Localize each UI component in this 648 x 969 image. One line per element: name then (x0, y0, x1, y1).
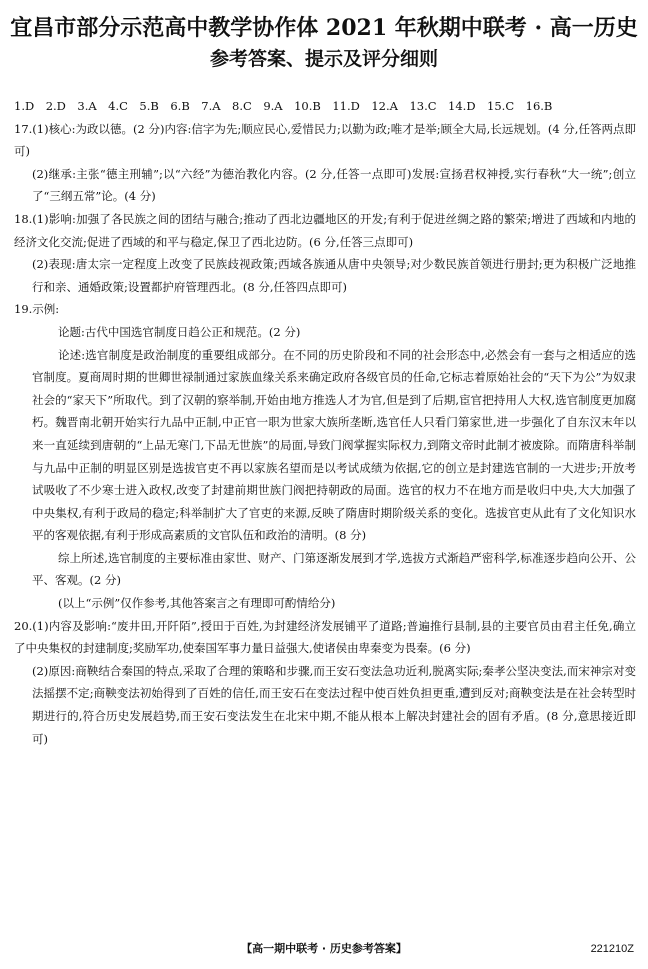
q18-part1: 18.(1)影响:加强了各民族之间的团结与融合;推动了西北边疆地区的开发;有利于促进丝绸之路的繁荣;增进了西域和内地的经济文化交流;促进了西域的和平与稳定,保卫了西北边防。(6 分,任答三点即可) (14, 211, 636, 249)
q19-argument: 论述:选官制度是政治制度的重要组成部分。在不同的历史阶段和不同的社会形态中,必然会有一套与之相适应的选官制度。夏商周时期的世卿世禄制通过家族血缘关系来确定政府各级官员的任命,它标志着原始社会的“天下为公”为奴隶社会的“家天下”所取代。到了汉朝的察举制,开始由地方推选人才为官,但是到了后期,宦官把持用人大权,选官制度更加腐朽。魏晋南北朝开始实行九品中正制,中正官一职为世家大族所垄断,选官任人只看门第家世,进一步强化了自东汉末年以来一直延续到唐朝的“上品无寒门,下品无世族”的局面,导致门阀掌握实际权力,到隋文帝时此制才被废除。而隋唐科举制与九品中正制的明显区别是选拔官吏不再以家族名望而是以考试成绩为依据,它的创立是封建选官制的一大进步;开放考试吸收了不少寒士进入政权,改变了封建前期世族门阀把持朝政的局面。选官的权力不在地方而是收归中央,大大加强了中央集权,有利于政局的稳定;科举制扩大了官吏的来源,反映了隋唐时期阶级关系的变化。选拔官吏从此有了文化知识水平的客观依据,有利于形成高素质的文官队伍和政治的清明。(8 分) (32, 347, 636, 543)
page-title: 宜昌市部分示范高中教学协作体 2021 年秋期中联考 · 高一历史 (10, 15, 638, 41)
footer-label: 【高一期中联考 · 历史参考答案】 (241, 942, 407, 955)
page-subtitle: 参考答案、提示及评分细则 (209, 48, 438, 70)
page-footer (0, 939, 648, 959)
answer-content (14, 95, 636, 750)
q19-conclusion: 综上所述,选官制度的主要标准由家世、财产、门第逐渐发展到才学,选拔方式渐趋严密科学,标准逐步趋向公开、公平、客观。(2 分) (32, 550, 636, 588)
q20-part1: 20.(1)内容及影响:“废井田,开阡陌”,授田于百姓,为封建经济发展铺平了道路;普遍推行县制,县的主要官员由君主任免,确立了中央集权的封建制度;奖励军功,使秦国军事力量日益强大,使诸侯由卑秦变为畏秦。(6 分) (14, 618, 636, 656)
q17-part2: (2)继承:主张“德主刑辅”;以“六经”为德治教化内容。(2 分,任答一点即可)发展:宣扬君权神授,实行春秋“大一统”;创立了“三纲五常”论。(4 分) (32, 166, 636, 204)
q19-label: 19.示例: (14, 302, 60, 317)
choice-answers: 1.D 2.D 3.A 4.C 5.B 6.B 7.A 8.C 9.A 10.B 11.D 12.A 13.C 14.D 15.C 16.B (14, 99, 553, 113)
footer-code: 221210Z (590, 943, 634, 955)
q19-thesis: 论题:古代中国选官制度日趋公正和规范。(2 分) (58, 324, 301, 339)
q18-part2: (2)表现:唐太宗一定程度上改变了民族歧视政策;西域各族通从唐中央领导;对少数民族首领进行册封;更为积极广泛地推行和亲、通婚政策;设置都护府管理西北。(8 分,任答四点即可) (32, 257, 636, 294)
q17-part1: 17.(1)核心:为政以德。(2 分)内容:信字为先;顺应民心,爱惜民力;以勤为政;唯才是举;顾全大局,长远规划。(4 分,任答两点即可) (14, 121, 636, 159)
q19-note: (以上“示例”仅作参考,其他答案言之有理即可酌情给分) (58, 596, 336, 611)
q20-part2: (2)原因:商鞅结合秦国的特点,采取了合理的策略和步骤,而王安石变法急功近利,脱离实际;秦孝公坚决变法,而宋神宗对变法摇摆不定;商鞅变法初始得到了百姓的信任,而王安石在变法过程中使百姓负担更重,遭到反对;商鞅变法是在社会转型时期进行的,符合历史发展趋势,而王安石变法发生在北宋中期,不能从根本上解决封建社会的固有矛盾。(8 分,意思接近即可) (32, 663, 636, 746)
